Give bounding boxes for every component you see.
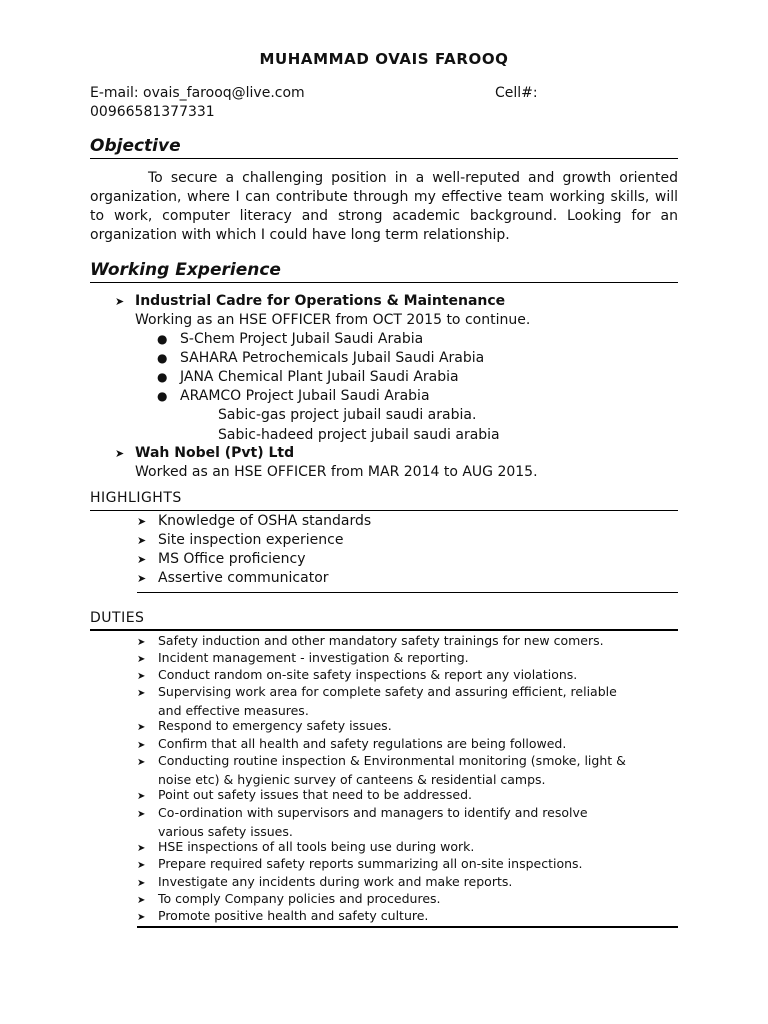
contact-block [90,84,538,122]
arrow-bullet-icon: ➤ [137,740,146,751]
duty-item: ➤ Incident management - investigation & reporting. [137,649,682,668]
highlight-item: ➤ MS Office proficiency [137,551,306,567]
duties-rule [90,629,678,631]
dot-bullet-icon: ● [157,332,168,346]
experience-heading: Working Experience [90,260,678,283]
arrow-bullet-icon: ➤ [137,895,146,906]
duty-item: ➤ To comply Company policies and procedures. [137,890,682,909]
duty-item: ➤ Safety induction and other mandatory safety trainings for new comers. [137,632,682,651]
arrow-bullet-icon: ➤ [137,572,147,585]
dot-bullet-icon: ● [157,389,168,403]
project-item: ● SAHARA Petrochemicals Jubail Saudi Arabia [157,350,485,366]
arrow-bullet-icon: ➤ [137,553,147,566]
arrow-bullet-icon: ➤ [137,722,146,733]
arrow-bullet-icon: ➤ [115,295,125,308]
arrow-bullet-icon: ➤ [137,809,146,820]
job-2-description: Worked as an HSE OFFICER from MAR 2014 to AUG 2015. [135,464,538,480]
arrow-bullet-icon: ➤ [137,534,147,547]
duty-item: ➤ Promote positive health and safety culture. [137,907,682,926]
arrow-bullet-icon: ➤ [137,515,147,528]
candidate-name: MUHAMMAD OVAIS FAROOQ [259,50,509,68]
duties-heading: DUTIES [90,610,145,626]
arrow-bullet-icon: ➤ [137,757,146,768]
objective-heading: Objective [90,136,678,159]
duty-item: ➤ Conducting routine inspection & Environmental monitoring (smoke, light & noise etc) & hygienic survey of canteens & residential camps. [137,753,626,787]
highlight-item: ➤ Site inspection experience [137,532,344,548]
project-item: ● S-Chem Project Jubail Saudi Arabia [157,331,424,347]
highlights-rule [90,510,678,511]
job-2 [115,444,538,482]
duty-item: ➤ Respond to emergency safety issues. [137,717,682,736]
cell-label: Cell#: [495,85,538,101]
duty-item: ➤ Point out safety issues that need to be addressed. [137,786,682,805]
arrow-bullet-icon: ➤ [137,878,146,889]
highlights-bottom-rule [137,592,678,593]
arrow-bullet-icon: ➤ [137,860,146,871]
duties-bottom-rule [137,926,678,928]
arrow-bullet-icon: ➤ [137,688,146,699]
arrow-bullet-icon: ➤ [115,447,125,460]
duty-item: ➤ Co-ordination with supervisors and managers to identify and resolve various safety issues. [137,805,588,839]
duty-item: ➤ Investigate any incidents during work and make reports. [137,873,682,892]
arrow-bullet-icon: ➤ [137,912,146,923]
duty-item: ➤ HSE inspections of all tools being use during work. [137,838,682,857]
email-line: E-mail: ovais_farooq@live.com [90,85,305,101]
subproject-item: Sabic-hadeed project jubail saudi arabia [218,427,500,443]
highlight-item: ➤ Assertive communicator [137,570,329,586]
project-item: ● JANA Chemical Plant Jubail Saudi Arabia [157,369,459,385]
job-2-company: Wah Nobel (Pvt) Ltd [135,445,295,461]
arrow-bullet-icon: ➤ [137,654,146,665]
dot-bullet-icon: ● [157,370,168,384]
project-item: ● ARAMCO Project Jubail Saudi Arabia [157,388,430,404]
objective-text: To secure a challenging position in a well-reputed and growth oriented organization, where I can contribute through my effective team working skills, will to work, computer literacy and strong academic background. Looking for an organization with which I could have long term relationship. [90,170,678,243]
duty-item: ➤ Supervising work area for complete safety and assuring efficient, reliable and effective measures. [137,684,617,718]
subproject-item: Sabic-gas project jubail saudi arabia. [218,407,477,423]
dot-bullet-icon: ● [157,351,168,365]
highlights-heading: HIGHLIGHTS [90,490,182,506]
arrow-bullet-icon: ➤ [137,637,146,648]
arrow-bullet-icon: ➤ [137,671,146,682]
duty-item: ➤ Conduct random on-site safety inspections & report any violations. [137,666,682,685]
duty-item: ➤ Prepare required safety reports summarizing all on-site inspections. [137,855,682,874]
arrow-bullet-icon: ➤ [137,791,146,802]
job-1-description: Working as an HSE OFFICER from OCT 2015 to continue. [135,312,531,328]
job-1 [115,292,530,330]
arrow-bullet-icon: ➤ [137,843,146,854]
phone-number: 00966581377331 [90,104,215,120]
job-1-company: Industrial Cadre for Operations & Maintenance [135,293,506,309]
highlight-item: ➤ Knowledge of OSHA standards [137,513,372,529]
duty-item: ➤ Confirm that all health and safety regulations are being followed. [137,735,682,754]
